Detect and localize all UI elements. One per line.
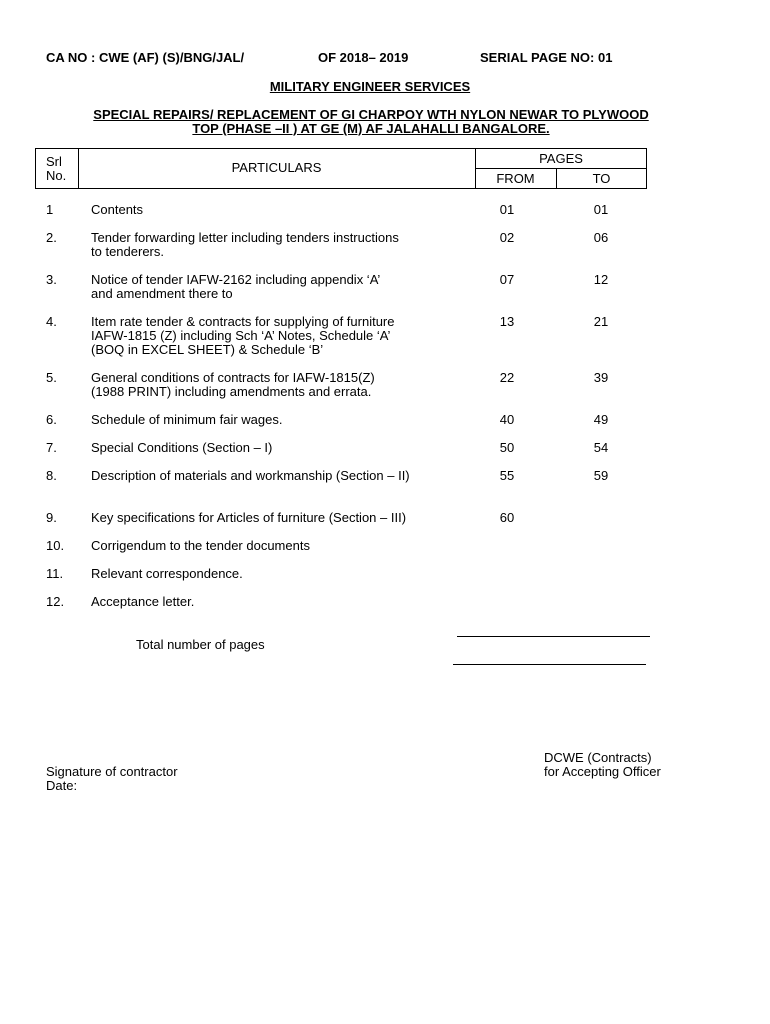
row-particulars-line: Description of materials and workmanship (Section – II) xyxy=(91,468,410,483)
row-particulars xyxy=(91,539,469,553)
row-page-to: 39 xyxy=(593,370,609,385)
row-serial-number: 1 xyxy=(46,202,54,217)
row-page-from: 22 xyxy=(499,370,515,385)
row-particulars xyxy=(91,273,469,301)
contractor-signature-label: Signature of contractor xyxy=(46,764,178,779)
row-particulars-line: Contents xyxy=(91,202,144,217)
column-header-to: TO xyxy=(592,171,611,186)
row-particulars xyxy=(91,469,469,483)
column-header-pages: PAGES xyxy=(539,151,583,166)
column-header-srl-line2: No. xyxy=(46,168,67,183)
row-page-to: 59 xyxy=(593,468,609,483)
column-header-particulars: PARTICULARS xyxy=(231,160,322,175)
row-serial-number: 7. xyxy=(46,440,57,455)
row-serial-number: 5. xyxy=(46,370,57,385)
row-particulars xyxy=(91,413,469,427)
row-serial-number: 9. xyxy=(46,510,57,525)
organisation-title: MILITARY ENGINEER SERVICES xyxy=(269,79,471,94)
row-particulars xyxy=(91,315,469,357)
row-particulars xyxy=(91,595,469,609)
row-particulars xyxy=(91,511,469,525)
row-serial-number: 3. xyxy=(46,272,57,287)
total-pages-line-2 xyxy=(453,664,646,665)
row-particulars-line: to tenderers. xyxy=(91,244,164,259)
ca-number: CA NO : CWE (AF) (S)/BNG/JAL/ xyxy=(46,50,245,65)
row-particulars-line: Special Conditions (Section – I) xyxy=(91,440,273,455)
row-particulars xyxy=(91,231,469,259)
row-particulars-line: Tender forwarding letter including tenders instructions xyxy=(91,230,399,245)
row-page-from: 60 xyxy=(499,510,515,525)
row-page-from: 13 xyxy=(499,314,515,329)
row-page-from: 02 xyxy=(499,230,515,245)
row-serial-number: 6. xyxy=(46,412,57,427)
row-particulars-line: IAFW-1815 (Z) including Sch ‘A’ Notes, Schedule ‘A’ xyxy=(91,328,391,343)
row-serial-number: 8. xyxy=(46,468,57,483)
row-page-to: 54 xyxy=(593,440,609,455)
row-particulars-line: Key specifications for Articles of furniture (Section – III) xyxy=(91,510,407,525)
row-serial-number: 2. xyxy=(46,230,57,245)
row-page-from: 50 xyxy=(499,440,515,455)
row-particulars-line: (1988 PRINT) including amendments and errata. xyxy=(91,384,372,399)
row-particulars-line: (BOQ in EXCEL SHEET) & Schedule ‘B’ xyxy=(91,342,324,357)
serial-page-number: SERIAL PAGE NO: 01 xyxy=(480,50,613,65)
row-page-to: 49 xyxy=(593,412,609,427)
total-pages-line-1 xyxy=(457,636,650,637)
row-particulars-line: Notice of tender IAFW-2162 including appendix ‘A’ xyxy=(91,272,381,287)
financial-year: OF 2018– 2019 xyxy=(318,50,409,65)
row-particulars-line: Item rate tender & contracts for supplying of furniture xyxy=(91,314,395,329)
row-page-from: 01 xyxy=(499,202,515,217)
row-particulars xyxy=(91,567,469,581)
row-page-from: 40 xyxy=(499,412,515,427)
row-particulars-line: General conditions of contracts for IAFW-1815(Z) xyxy=(91,370,375,385)
row-serial-number: 12. xyxy=(46,594,65,609)
row-page-to: 06 xyxy=(593,230,609,245)
date-label: Date: xyxy=(46,778,78,793)
row-particulars-line: Corrigendum to the tender documents xyxy=(91,538,310,553)
row-particulars-line: Schedule of minimum fair wages. xyxy=(91,412,283,427)
row-particulars xyxy=(91,371,469,399)
row-particulars-line: and amendment there to xyxy=(91,286,233,301)
column-header-from: FROM xyxy=(496,171,535,186)
row-serial-number: 4. xyxy=(46,314,57,329)
row-particulars xyxy=(91,203,469,217)
row-page-from: 07 xyxy=(499,272,515,287)
row-page-to: 01 xyxy=(593,202,609,217)
pages-subheader-divider xyxy=(475,168,647,169)
row-page-from: 55 xyxy=(499,468,515,483)
row-page-to: 12 xyxy=(593,272,609,287)
row-page-to: 21 xyxy=(593,314,609,329)
dcwe-contracts-label: DCWE (Contracts) xyxy=(544,750,652,765)
row-serial-number: 11. xyxy=(46,566,64,581)
accepting-officer-label: for Accepting Officer xyxy=(544,764,661,779)
row-particulars-line: Relevant correspondence. xyxy=(91,566,243,581)
document-title-line-1: SPECIAL REPAIRS/ REPLACEMENT OF GI CHARPOY WTH NYLON NEWAR TO PLYWOOD xyxy=(93,107,649,122)
row-particulars-line: Acceptance letter. xyxy=(91,594,195,609)
column-header-srl-line1: Srl xyxy=(46,154,62,169)
document-title-line-2: TOP (PHASE –II ) AT GE (M) AF JALAHALLI BANGALORE. xyxy=(192,121,550,136)
total-pages-label: Total number of pages xyxy=(136,637,265,652)
row-particulars xyxy=(91,441,469,455)
row-serial-number: 10. xyxy=(46,538,65,553)
